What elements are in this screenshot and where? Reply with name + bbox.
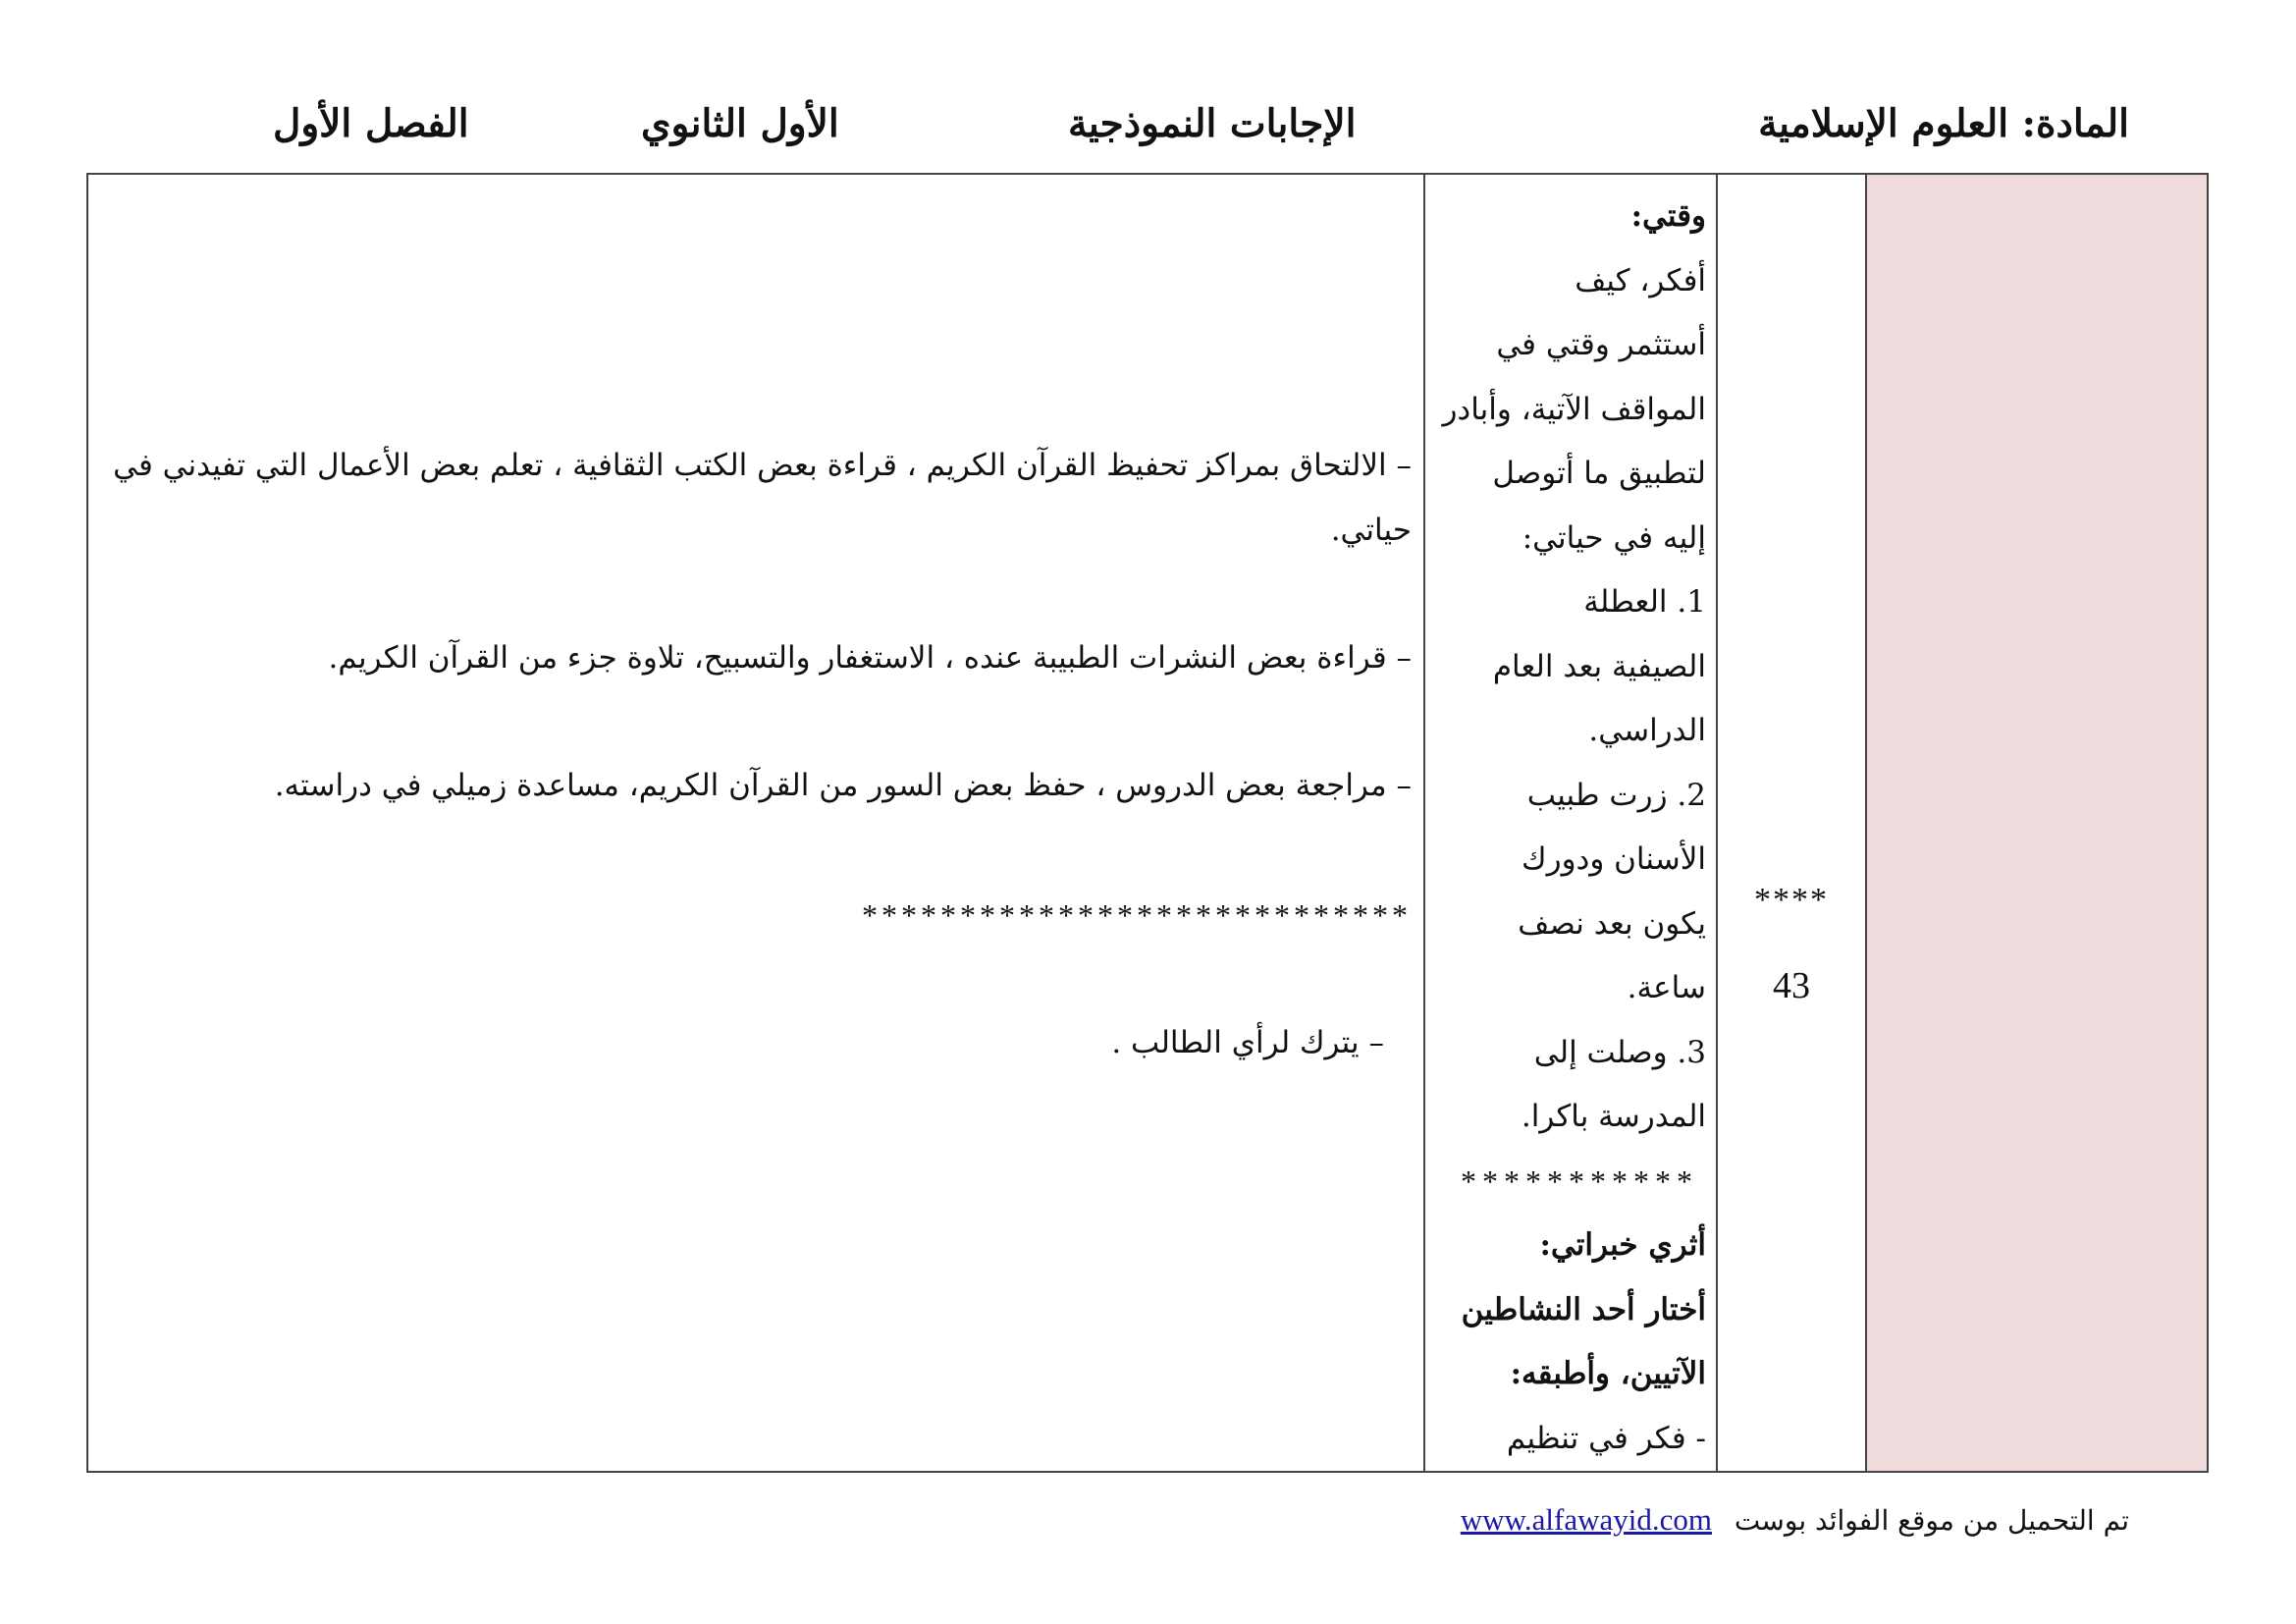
table-row — [87, 174, 2208, 1472]
answer-separator: **************************** — [862, 897, 1412, 933]
term-label: الفصل الأول — [273, 101, 469, 146]
shaded-lesson-cell — [1866, 174, 2208, 1472]
question-separator: *********** — [1461, 1163, 1698, 1199]
answer-1-continued: حياتي. — [1330, 513, 1412, 548]
question-line: الأسنان ودورك — [1522, 841, 1706, 877]
answer-1: – الالتحاق بمراكز تحفيظ القرآن الكريم ، قراءة بعض الكتب الثقافية ، تعلم بعض الأعمال التي تفيدني في — [113, 448, 1412, 483]
question-line: أستثمر وقتي في — [1496, 327, 1706, 362]
question-line: أفكر، كيف — [1575, 262, 1706, 298]
question-line: 2. زرت طبيب — [1526, 777, 1706, 813]
question-line: إليه في حياتي: — [1522, 519, 1706, 556]
question-line: 1. العطلة — [1583, 584, 1706, 620]
question-line: يكون بعد نصف — [1518, 905, 1706, 942]
question-line: المدرسة باكرا. — [1521, 1099, 1706, 1134]
answer-3: – مراجعة بعض الدروس ، حفظ بعض السور من القرآن الكريم، مساعدة زميلي في دراسته. — [274, 768, 1412, 803]
subject-label: المادة: العلوم الإسلامية — [1758, 101, 2129, 146]
question-line: 3. وصلت إلى — [1533, 1034, 1706, 1070]
answer-cell — [87, 174, 1424, 1472]
website-link[interactable]: www.alfawayid.com — [1460, 1502, 1712, 1537]
question-line: ساعة. — [1627, 970, 1706, 1005]
question-number-cell — [1717, 174, 1866, 1472]
question-line: الصيفية بعد العام — [1492, 648, 1706, 684]
number-stars: **** — [1754, 882, 1829, 918]
activity-line: أختار أحد النشاطين — [1461, 1291, 1706, 1327]
footer-text: تم التحميل من موقع الفوائد بوست — [1734, 1504, 2129, 1537]
question-cell — [1424, 174, 1717, 1472]
answers-table — [86, 173, 2209, 1473]
page-footer — [1461, 1502, 2129, 1538]
activity-heading: أثري خبراتي: — [1539, 1227, 1706, 1263]
question-number: 43 — [1773, 965, 1810, 1006]
answer-2: – قراءة بعض النشرات الطبيبة عنده ، الاستغفار والتسبيح، تلاوة جزء من القرآن الكريم. — [328, 640, 1412, 676]
activity-line: الآتيين، وأطبقه: — [1510, 1356, 1706, 1391]
question-line: الدراسي. — [1588, 713, 1706, 748]
activity-line: - فكر في تنظيم — [1506, 1420, 1706, 1456]
question-line: لتطبيق ما أتوصل — [1492, 456, 1706, 491]
document-title: الإجابات النموذجية — [1068, 101, 1357, 146]
grade-label: الأول الثانوي — [641, 101, 839, 146]
question-line: المواقف الآتية، وأبادر — [1442, 391, 1706, 427]
answer-4: – يترك لرأي الطالب . — [1111, 1025, 1384, 1060]
question-heading: وقتي: — [1630, 198, 1706, 234]
